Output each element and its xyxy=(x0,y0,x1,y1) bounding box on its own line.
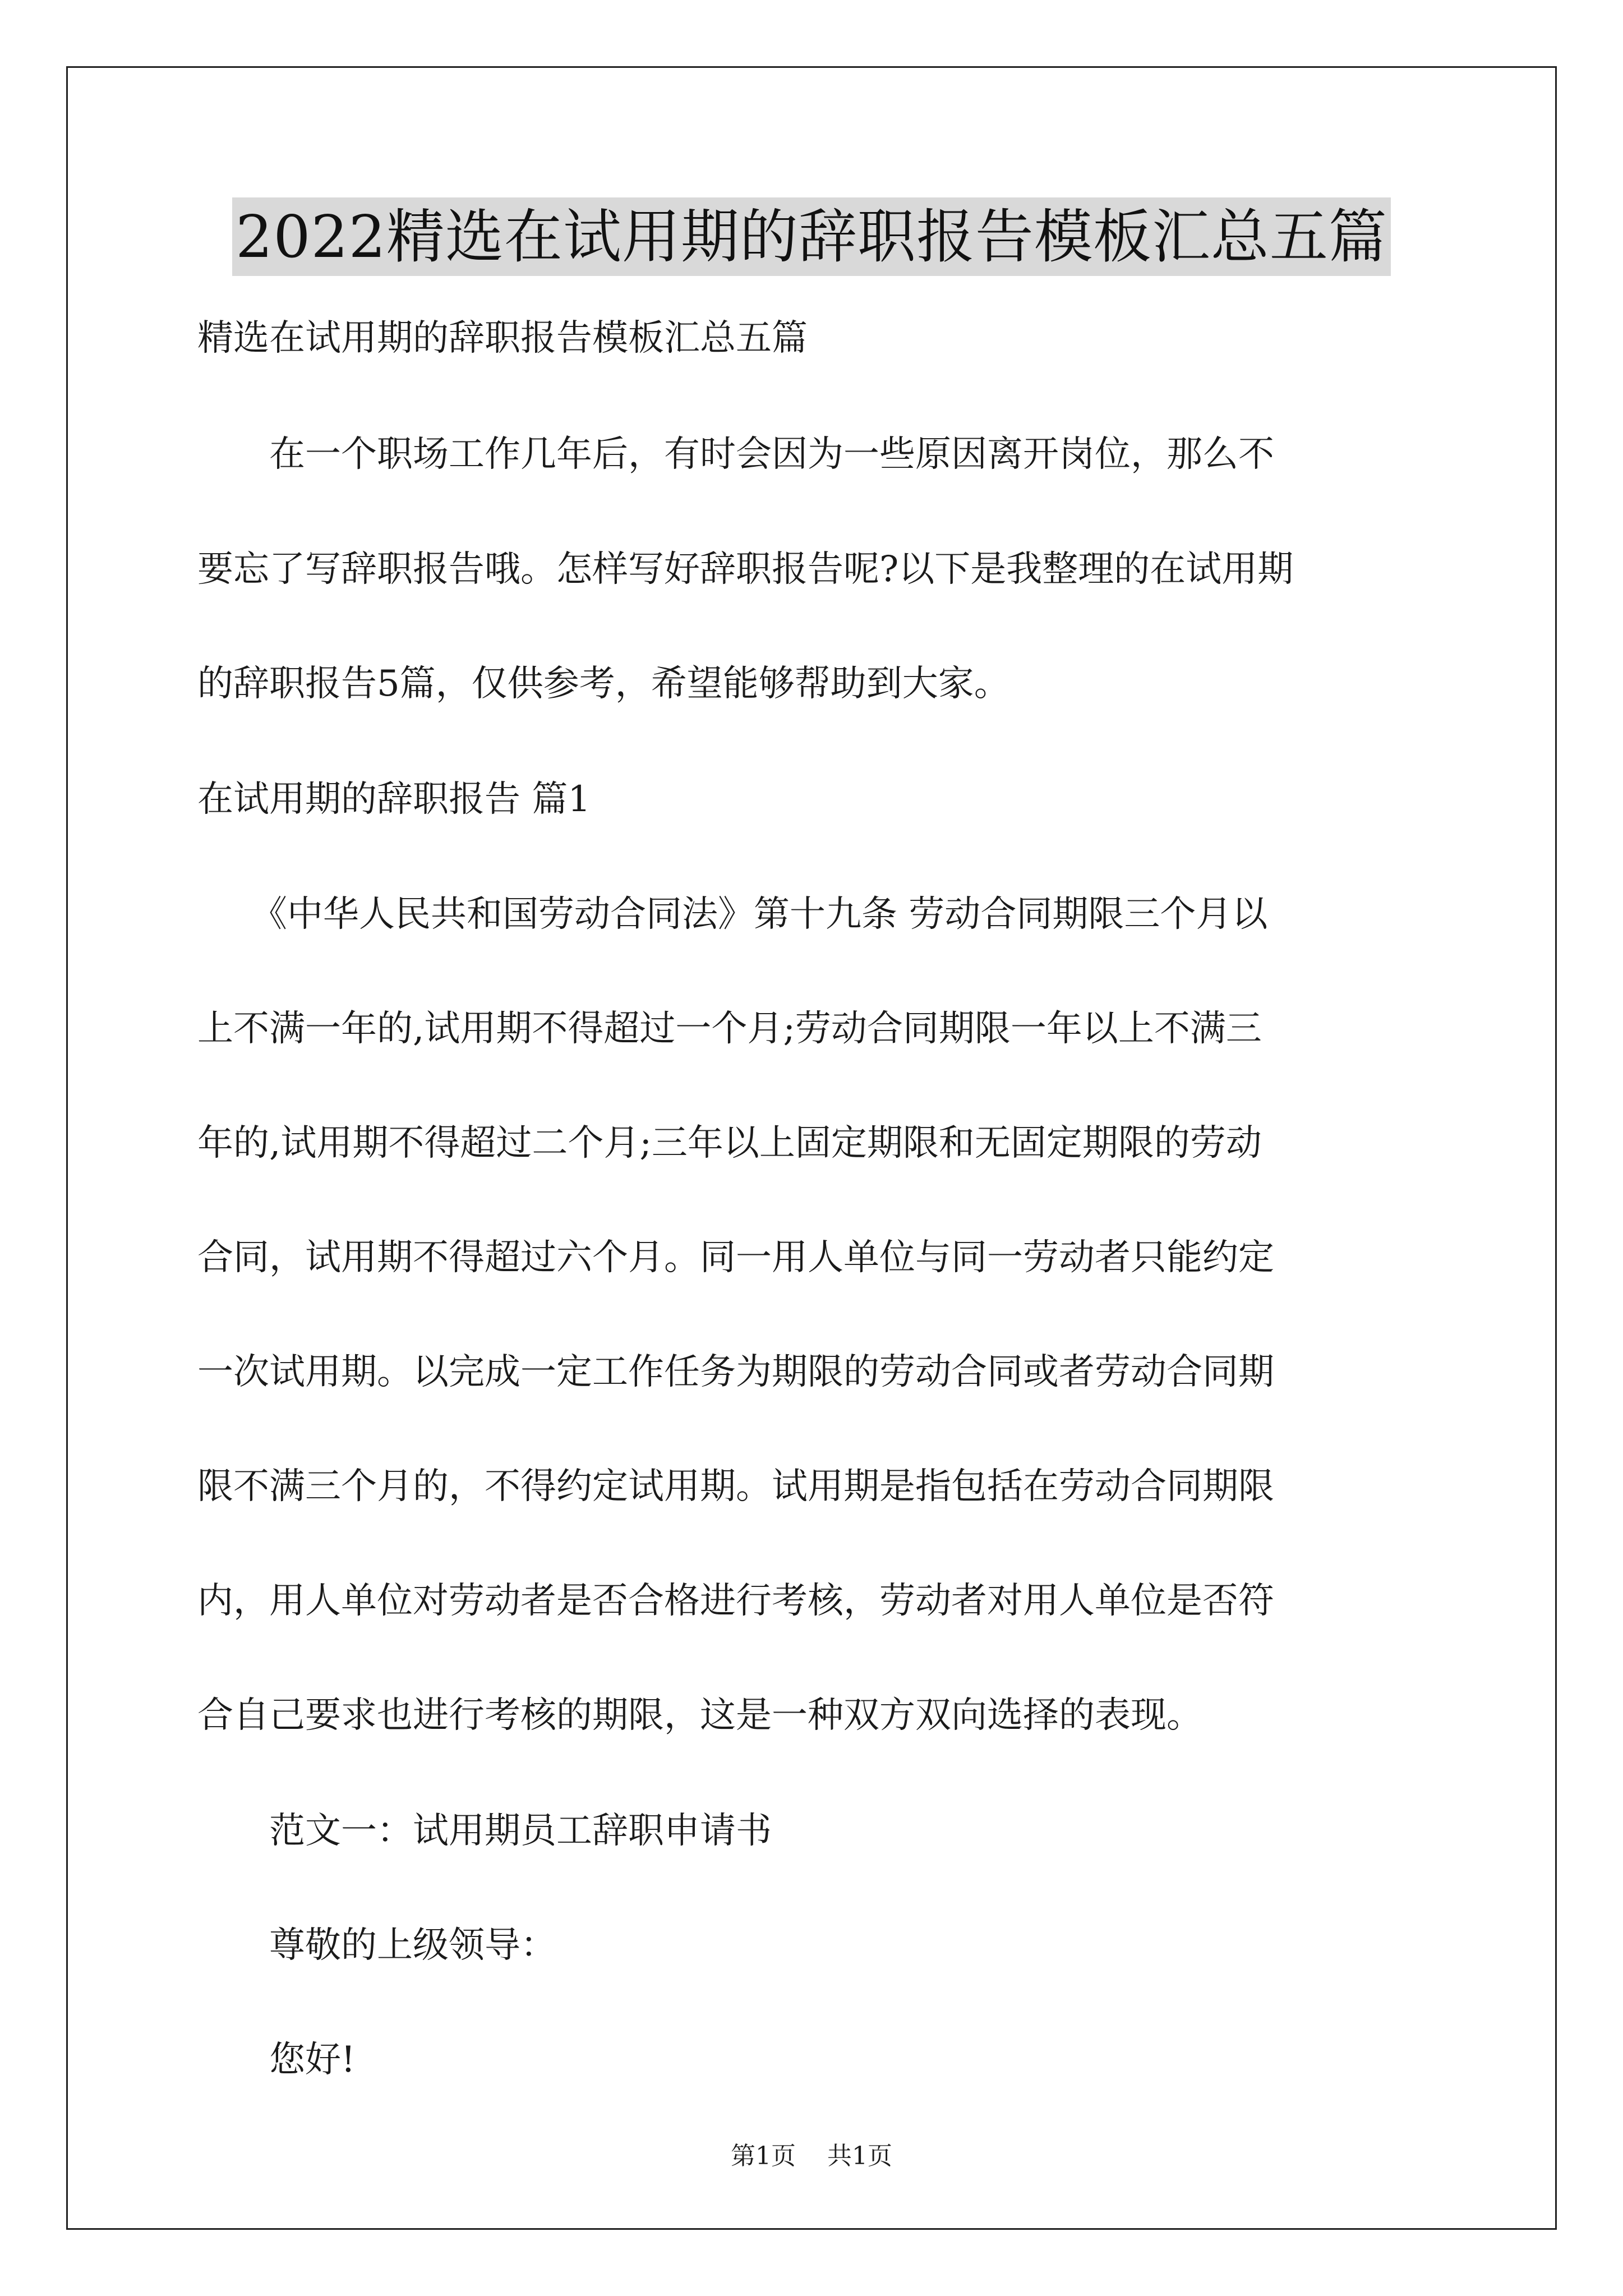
document-title: 2022精选在试用期的辞职报告模板汇总五篇 xyxy=(232,197,1391,276)
salutation-line: 尊敬的上级领导： xyxy=(197,1925,556,1966)
page-footer xyxy=(0,2139,1623,2173)
paragraph-line: 《中华人民共和国劳动合同法》第十九条 劳动合同期限三个月以 xyxy=(197,894,1268,935)
paragraph-line: 一次试用期。以完成一定工作任务为期限的劳动合同或者劳动合同期 xyxy=(197,1351,1274,1393)
paragraph-line: 年的,试用期不得超过二个月;三年以上固定期限和无固定期限的劳动 xyxy=(197,1122,1262,1164)
paragraph-line: 合同，试用期不得超过六个月。同一用人单位与同一劳动者只能约定 xyxy=(197,1237,1274,1278)
page-number: 第1页 xyxy=(731,2142,796,2170)
paragraph-line: 限不满三个月的，不得约定试用期。试用期是指包括在劳动合同期限 xyxy=(197,1466,1274,1507)
paragraph-line: 内，用人单位对劳动者是否合格进行考核，劳动者对用人单位是否符 xyxy=(197,1580,1274,1622)
paragraph-line: 合自己要求也进行考核的期限，这是一种双方双向选择的表现。 xyxy=(197,1695,1202,1736)
section-heading: 在试用期的辞职报告 篇1 xyxy=(197,779,591,820)
sample-heading: 范文一：试用期员工辞职申请书 xyxy=(197,1810,772,1852)
paragraph-line: 在一个职场工作几年后，有时会因为一些原因离开岗位，那么不 xyxy=(197,434,1274,475)
paragraph-line: 上不满一年的,试用期不得超过一个月;劳动合同期限一年以上不满三 xyxy=(197,1008,1262,1050)
paragraph-line: 要忘了写辞职报告哦。怎样写好辞职报告呢?以下是我整理的在试用期 xyxy=(197,549,1294,590)
title-container xyxy=(0,197,1623,276)
subtitle-line: 精选在试用期的辞职报告模板汇总五篇 xyxy=(197,318,808,359)
page-total: 共1页 xyxy=(827,2142,892,2170)
greeting-line: 您好! xyxy=(197,2039,356,2081)
paragraph-line: 的辞职报告5篇，仅供参考，希望能够帮助到大家。 xyxy=(197,663,1010,705)
